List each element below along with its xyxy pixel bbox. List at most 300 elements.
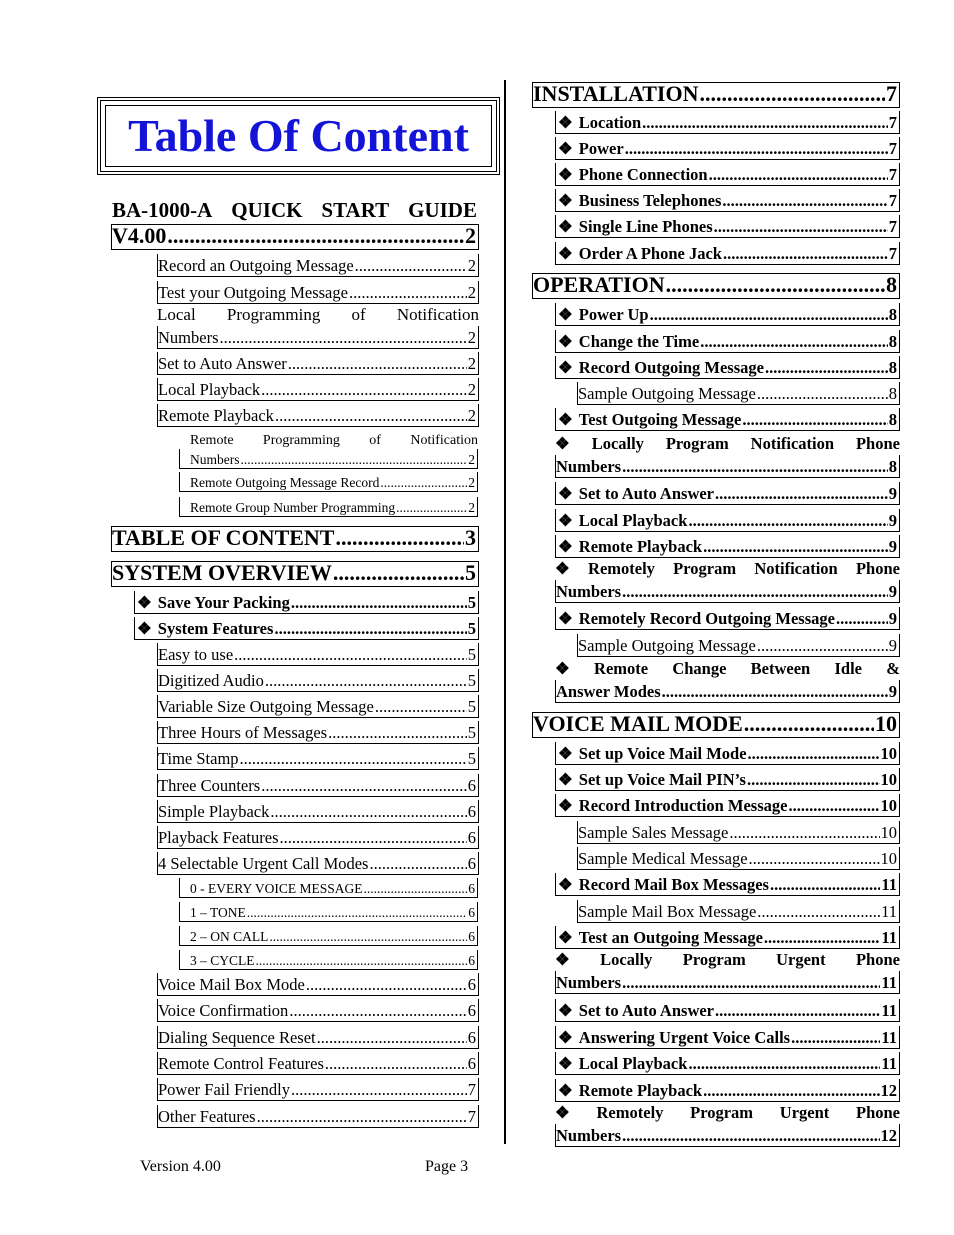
- entry-word: Programming: [262, 433, 340, 448]
- entry-word: Urgent: [779, 1103, 830, 1122]
- toc-entry[interactable]: [157, 326, 479, 349]
- entry-word: Remote: [190, 433, 234, 448]
- entry-label: Remote Playback: [578, 1080, 703, 1100]
- entry-label: Set up Voice Mail PIN’s: [578, 770, 746, 790]
- diamond-bullet-icon: ❖: [558, 1001, 573, 1020]
- entry-page-number: 10: [880, 744, 897, 763]
- dot-leader: [722, 191, 887, 211]
- diamond-bullet-icon: ❖: [558, 484, 573, 503]
- entry-page-number: 6: [468, 929, 475, 944]
- entry-label: Answer Modes: [556, 682, 661, 701]
- dot-leader: [770, 875, 880, 895]
- dot-leader: [650, 305, 888, 325]
- toc-entry[interactable]: [179, 472, 478, 492]
- entry-label: Set up Voice Mail Mode: [578, 744, 747, 763]
- entry-page-number: 11: [881, 1054, 897, 1073]
- toc-entry[interactable]: [157, 1105, 479, 1128]
- entry-word: Phone: [855, 559, 900, 578]
- entry-page-number: 2: [467, 256, 476, 275]
- entry-word: Local: [157, 305, 196, 324]
- toc-entry[interactable]: [157, 800, 479, 823]
- entry-page-number: 9: [888, 609, 897, 628]
- dot-leader: [749, 849, 880, 869]
- diamond-bullet-icon: ❖: [558, 243, 573, 263]
- entry-page-number: 8: [888, 410, 897, 429]
- entry-page-number: 6: [468, 905, 475, 920]
- entry-page-number: 9: [888, 484, 897, 503]
- entry-label: Digitized Audio: [158, 671, 264, 691]
- diamond-bullet-icon: ❖: [558, 191, 573, 211]
- dot-leader: [333, 561, 464, 586]
- entry-page-number: 5: [467, 697, 476, 717]
- dot-leader: [625, 139, 888, 159]
- entry-page-number: 9: [888, 682, 897, 701]
- entry-page-number: 5: [467, 645, 476, 664]
- toc-entry[interactable]: [157, 1052, 479, 1075]
- dot-leader: [335, 526, 464, 551]
- toc-entry[interactable]: [555, 1124, 900, 1147]
- dot-leader: [265, 671, 467, 691]
- toc-entry[interactable]: [555, 509, 900, 532]
- toc-entry[interactable]: [555, 768, 900, 791]
- toc-entry[interactable]: [157, 404, 479, 427]
- entry-label: Sample Medical Message: [578, 849, 748, 868]
- entry-label: Numbers: [556, 457, 622, 476]
- entry-page-number: 6: [468, 953, 475, 968]
- toc-entry[interactable]: [157, 826, 479, 849]
- diamond-bullet-icon: ❖: [555, 559, 570, 578]
- toc-entry[interactable]: [134, 617, 479, 640]
- dot-leader: [289, 1001, 466, 1021]
- dot-leader: [355, 256, 467, 276]
- toc-entry-voice-mail-mode[interactable]: [532, 712, 900, 738]
- entry-label: Answering Urgent Voice Calls: [578, 1027, 791, 1047]
- toc-entry[interactable]: [577, 900, 900, 923]
- entry-word: Urgent: [776, 950, 826, 969]
- entry-label: Test an Outgoing Message: [578, 928, 763, 947]
- entry-label: OPERATION: [533, 273, 665, 297]
- diamond-bullet-icon: ❖: [558, 928, 573, 947]
- entry-page-number: 5: [465, 561, 476, 585]
- entry-label: Numbers: [556, 1126, 622, 1145]
- footer-page: Page 3: [425, 1158, 469, 1175]
- dot-leader: [328, 723, 467, 743]
- toc-entry[interactable]: [555, 408, 900, 431]
- entry-label: Business Telephones: [578, 191, 722, 211]
- heading-word: GUIDE: [408, 198, 477, 222]
- toc-entry[interactable]: [555, 999, 900, 1022]
- dot-leader: [364, 880, 468, 897]
- entry-page-number: 5: [467, 671, 476, 691]
- entry-word: Notification: [410, 433, 478, 448]
- entry-page-number: 9: [888, 582, 897, 601]
- dot-leader: [261, 380, 467, 400]
- toc-entry[interactable]: [555, 580, 900, 603]
- entry-page-number: 2: [467, 328, 476, 347]
- entry-page-number: 10: [875, 712, 897, 736]
- entry-word: Program: [665, 434, 729, 453]
- entry-word: Remotely: [596, 1103, 664, 1122]
- dot-leader: [729, 823, 879, 843]
- toc-entry[interactable]: [555, 1079, 900, 1102]
- entry-page-number: 8: [888, 457, 897, 476]
- toc-entry[interactable]: [179, 878, 478, 898]
- dot-leader: [715, 1001, 880, 1021]
- toc-entry[interactable]: [157, 352, 479, 375]
- dot-leader: [256, 952, 468, 969]
- entry-page-number: 2: [468, 500, 475, 515]
- dot-leader: [723, 244, 888, 264]
- entry-page-number: 12: [880, 1126, 897, 1145]
- entry-label: Variable Size Outgoing Message: [158, 697, 374, 717]
- toc-entry[interactable]: [555, 330, 900, 353]
- entry-label: Remote Group Number Programming: [190, 500, 396, 515]
- toc-entry[interactable]: [157, 669, 479, 692]
- entry-label: Local Playback: [158, 380, 261, 399]
- dot-leader: [369, 854, 466, 874]
- toc-entry[interactable]: [157, 1026, 479, 1049]
- entry-word: Notification: [754, 559, 838, 578]
- entry-page-number: 11: [881, 928, 897, 947]
- dot-leader: [622, 457, 888, 477]
- page-title: Table Of Content: [128, 110, 469, 161]
- entry-label: Voice Mail Box Mode: [158, 975, 305, 994]
- dot-leader: [375, 697, 467, 717]
- entry-page-number: 11: [881, 973, 897, 992]
- toc-entry-system-overview[interactable]: [111, 561, 479, 587]
- toc-entry[interactable]: [555, 455, 900, 478]
- dot-leader: [788, 796, 879, 816]
- dot-leader: [700, 332, 888, 352]
- entry-page-number: 8: [888, 331, 897, 351]
- entry-page-number: 2: [467, 380, 476, 399]
- toc-entry[interactable]: [157, 1078, 479, 1101]
- toc-entry[interactable]: [555, 215, 900, 238]
- entry-label: Numbers: [158, 328, 219, 347]
- entry-label: Sample Outgoing Message: [578, 636, 756, 655]
- entry-label: 1 – TONE: [190, 905, 246, 920]
- toc-entry[interactable]: [555, 680, 900, 703]
- entry-word: Locally: [600, 950, 653, 969]
- dot-leader: [765, 358, 888, 378]
- dot-leader: [757, 902, 880, 922]
- entry-label: Time Stamp: [158, 749, 239, 769]
- diamond-bullet-icon: ❖: [558, 113, 573, 132]
- entry-label: Record an Outgoing Message: [158, 256, 354, 275]
- heading-word: QUICK: [231, 198, 303, 222]
- entry-word: Programming: [226, 305, 321, 324]
- toc-entry[interactable]: [157, 774, 479, 797]
- toc-entry[interactable]: [157, 852, 479, 875]
- entry-label-line1: [555, 1102, 900, 1124]
- entry-word: Locally: [591, 434, 644, 453]
- entry-page-number: 11: [881, 1027, 897, 1047]
- entry-label-line1: [157, 304, 479, 326]
- toc-entry[interactable]: [157, 643, 479, 666]
- entry-page-number: 2: [467, 354, 476, 373]
- entry-label: Remote Playback: [158, 406, 274, 425]
- dot-leader: [269, 928, 467, 945]
- diamond-bullet-icon: ❖: [558, 744, 573, 763]
- entry-word: Between: [750, 659, 811, 678]
- heading-word: BA-1000-A: [112, 198, 213, 222]
- toc-entry[interactable]: [555, 535, 900, 558]
- dot-leader: [291, 593, 467, 613]
- entry-word: Remotely: [588, 559, 655, 578]
- entry-label: Location: [578, 113, 642, 132]
- dot-leader: [396, 499, 467, 516]
- dot-leader: [622, 973, 880, 993]
- dot-leader: [715, 484, 888, 504]
- entry-page-number: 5: [467, 593, 476, 612]
- toc-entry[interactable]: [555, 1026, 900, 1049]
- toc-entry[interactable]: [555, 189, 900, 212]
- dot-leader: [744, 712, 874, 737]
- dot-leader: [274, 619, 466, 639]
- heading-word: START: [321, 198, 390, 222]
- dot-leader: [349, 283, 467, 303]
- entry-page-number: 6: [467, 1001, 476, 1021]
- entry-label-line1: [190, 432, 478, 449]
- diamond-bullet-icon: ❖: [558, 875, 573, 894]
- toc-entry[interactable]: [555, 742, 900, 765]
- toc-entry[interactable]: [555, 971, 900, 994]
- diamond-bullet-icon: ❖: [558, 1054, 573, 1073]
- toc-entry[interactable]: [134, 591, 479, 614]
- entry-page-number: 7: [888, 243, 897, 263]
- entry-label: V4.00: [112, 224, 167, 248]
- entry-label: Save Your Packing: [157, 593, 290, 612]
- entry-page-number: 6: [467, 775, 476, 795]
- toc-entry[interactable]: [555, 873, 900, 896]
- entry-page-number: 5: [467, 749, 476, 769]
- entry-label: 2 – ON CALL: [190, 929, 269, 944]
- dot-leader: [622, 582, 888, 602]
- entry-page-number: 8: [888, 384, 897, 403]
- toc-entry-table-of-content[interactable]: [111, 526, 479, 552]
- entry-page-number: 11: [881, 875, 897, 894]
- toc-entry[interactable]: [577, 382, 900, 405]
- dot-leader: [688, 1054, 880, 1074]
- entry-label: Numbers: [556, 582, 622, 601]
- entry-page-number: 9: [888, 537, 897, 556]
- entry-label-line1: [555, 658, 900, 680]
- dot-leader: [325, 1054, 467, 1074]
- entry-label-line1: [555, 949, 900, 971]
- toc-entry[interactable]: [555, 137, 900, 160]
- footer-version: Version 4.00: [140, 1158, 221, 1175]
- diamond-bullet-icon: ❖: [558, 537, 573, 556]
- diamond-bullet-icon: ❖: [137, 619, 152, 638]
- toc-entry[interactable]: [577, 847, 900, 870]
- dot-leader: [836, 609, 888, 629]
- toc-entry[interactable]: [577, 821, 900, 844]
- dot-leader: [261, 776, 467, 796]
- entry-label: Power: [578, 139, 624, 159]
- dot-leader: [703, 537, 888, 557]
- dot-leader: [220, 328, 467, 348]
- entry-label: Local Playback: [578, 1054, 688, 1073]
- entry-label: Single Line Phones: [578, 217, 713, 237]
- toc-entry[interactable]: [179, 497, 478, 517]
- toc-entry[interactable]: [157, 378, 479, 401]
- entry-label: System Features: [157, 619, 274, 638]
- toc-entry[interactable]: [179, 449, 478, 469]
- entry-label: Phone Connection: [578, 165, 708, 185]
- toc-entry[interactable]: [555, 111, 900, 134]
- toc-entry[interactable]: [555, 303, 900, 326]
- entry-page-number: 7: [888, 113, 897, 132]
- diamond-bullet-icon: ❖: [558, 358, 573, 377]
- toc-entry[interactable]: [555, 926, 900, 949]
- dot-leader: [699, 82, 885, 107]
- dot-leader: [257, 1107, 467, 1127]
- dot-leader: [270, 802, 466, 822]
- dot-leader: [275, 406, 467, 426]
- entry-label: Test your Outgoing Message: [158, 283, 348, 302]
- entry-page-number: 2: [467, 283, 476, 302]
- entry-page-number: 7: [888, 165, 897, 185]
- dot-leader: [234, 645, 467, 665]
- dot-leader: [748, 744, 880, 764]
- entry-page-number: 7: [886, 82, 897, 106]
- dot-leader: [380, 474, 467, 491]
- entry-page-number: 2: [465, 224, 476, 248]
- diamond-bullet-icon: ❖: [558, 217, 573, 237]
- diamond-bullet-icon: ❖: [558, 165, 573, 185]
- entry-label: Three Hours of Messages: [158, 723, 328, 743]
- entry-page-number: 8: [888, 358, 897, 377]
- entry-word: Notification: [750, 434, 835, 453]
- diamond-bullet-icon: ❖: [558, 331, 573, 351]
- entry-page-number: 11: [881, 1001, 897, 1020]
- dot-leader: [791, 1028, 880, 1048]
- entry-page-number: 6: [467, 975, 476, 994]
- toc-entry[interactable]: [157, 721, 479, 744]
- entry-label: Record Mail Box Messages: [578, 875, 769, 894]
- entry-page-number: 5: [467, 619, 476, 638]
- entry-label: Simple Playback: [158, 801, 270, 821]
- toc-entry[interactable]: [577, 634, 900, 657]
- dot-leader: [241, 451, 468, 468]
- quick-start-heading: [112, 197, 477, 223]
- entry-page-number: 7: [467, 1080, 476, 1100]
- entry-word: Notification: [396, 305, 479, 324]
- toc-entry[interactable]: [555, 1052, 900, 1075]
- toc-entry-quick-start[interactable]: [111, 224, 479, 250]
- toc-entry[interactable]: [179, 902, 478, 922]
- dot-leader: [167, 224, 464, 249]
- toc-entry[interactable]: [555, 163, 900, 186]
- entry-page-number: 3: [465, 526, 476, 550]
- entry-label-line1: [555, 558, 900, 580]
- toc-entry[interactable]: [555, 356, 900, 379]
- diamond-bullet-icon: ❖: [558, 510, 573, 530]
- entry-word: Remote: [594, 659, 649, 678]
- toc-entry[interactable]: [555, 482, 900, 505]
- entry-word: of: [351, 305, 366, 324]
- dot-leader: [757, 636, 888, 656]
- entry-word: Program: [682, 950, 746, 969]
- diamond-bullet-icon: ❖: [558, 410, 573, 429]
- dot-leader: [666, 273, 885, 298]
- entry-label: VOICE MAIL MODE: [533, 712, 743, 736]
- entry-page-number: 6: [467, 1027, 476, 1047]
- dot-leader: [306, 975, 467, 995]
- dot-leader: [714, 217, 888, 237]
- dot-leader: [622, 1126, 879, 1146]
- entry-word: &: [886, 659, 900, 678]
- toc-entry[interactable]: [157, 747, 479, 770]
- toc-entry[interactable]: [157, 254, 479, 277]
- entry-page-number: 9: [888, 636, 897, 655]
- entry-page-number: 6: [468, 881, 475, 896]
- entry-label-line1: [555, 432, 900, 455]
- diamond-bullet-icon: ❖: [558, 305, 573, 324]
- entry-label: 3 – CYCLE: [190, 953, 255, 968]
- dot-leader: [709, 165, 888, 185]
- toc-entry[interactable]: [157, 281, 479, 304]
- diamond-bullet-icon: ❖: [558, 770, 573, 790]
- toc-entry[interactable]: [157, 973, 479, 996]
- entry-label: Record Introduction Message: [578, 796, 788, 816]
- diamond-bullet-icon: ❖: [558, 1027, 573, 1047]
- toc-entry[interactable]: [179, 926, 478, 946]
- dot-leader: [247, 904, 467, 921]
- diamond-bullet-icon: ❖: [555, 950, 570, 969]
- entry-page-number: 6: [467, 827, 476, 847]
- toc-entry[interactable]: [179, 950, 478, 970]
- entry-label: Set to Auto Answer: [578, 484, 715, 503]
- dot-leader: [757, 384, 888, 404]
- entry-label: Three Counters: [158, 775, 261, 795]
- diamond-bullet-icon: ❖: [137, 593, 152, 612]
- toc-entry[interactable]: [555, 794, 900, 817]
- entry-label: 4 Selectable Urgent Call Modes: [158, 853, 369, 873]
- dot-leader: [703, 1081, 879, 1101]
- toc-entry[interactable]: [157, 695, 479, 718]
- entry-page-number: 6: [467, 853, 476, 873]
- diamond-bullet-icon: ❖: [558, 1080, 573, 1100]
- toc-entry[interactable]: [157, 999, 479, 1022]
- entry-page-number: 10: [880, 796, 897, 816]
- entry-page-number: 8: [886, 273, 897, 297]
- entry-label: Change the Time: [578, 331, 700, 351]
- entry-label: Set to Auto Answer: [158, 354, 287, 373]
- entry-word: Phone: [855, 434, 900, 453]
- dot-leader: [764, 928, 880, 948]
- entry-word: of: [369, 433, 381, 448]
- toc-entry-operation[interactable]: [532, 273, 900, 299]
- entry-label: Remote Control Features: [158, 1053, 324, 1073]
- entry-label: Easy to use: [158, 645, 234, 664]
- entry-label: Power Fail Friendly: [158, 1080, 290, 1100]
- dot-leader: [642, 113, 888, 133]
- toc-entry-installation[interactable]: [532, 82, 900, 108]
- entry-page-number: 10: [880, 849, 897, 868]
- entry-label: Remotely Record Outgoing Message: [578, 609, 835, 628]
- entry-label: Numbers: [556, 973, 622, 992]
- entry-page-number: 10: [880, 823, 897, 842]
- entry-label: Order A Phone Jack: [578, 243, 722, 263]
- toc-entry[interactable]: [555, 607, 900, 630]
- diamond-bullet-icon: ❖: [555, 434, 570, 453]
- toc-entry[interactable]: [555, 242, 900, 265]
- entry-label: 0 - EVERY VOICE MESSAGE: [190, 881, 363, 896]
- entry-label: Test Outgoing Message: [578, 410, 742, 429]
- entry-label: Voice Confirmation: [158, 1001, 289, 1021]
- entry-word: Program: [690, 1103, 754, 1122]
